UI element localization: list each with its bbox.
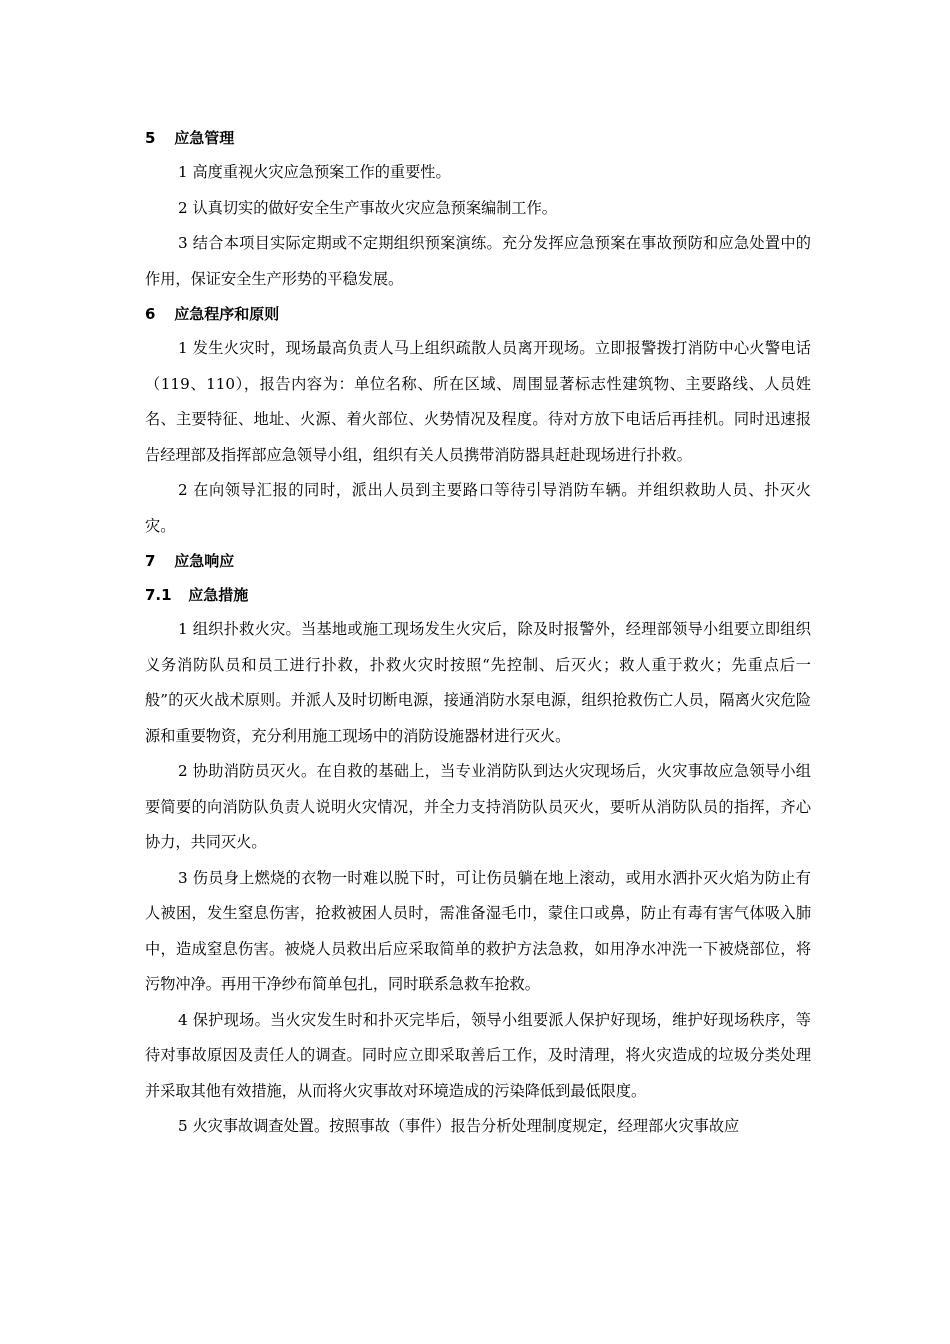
section-title: 应急程序和原则 bbox=[174, 305, 280, 323]
document-page bbox=[145, 121, 811, 1145]
section-heading-5 bbox=[145, 121, 811, 155]
paragraph: 1 高度重视火灾应急预案工作的重要性。 bbox=[178, 163, 451, 181]
paragraph: 5 火灾事故调查处置。按照事故（事件）报告分析处理制度规定，经理部火灾事故应 bbox=[178, 1117, 740, 1135]
paragraph: 4 保护现场。当火灾发生时和扑灭完毕后，领导小组要派人保护好现场，维护好现场秩序，等待对事故原因及责任人的调查。同时应立即采取善后工作，及时清理，将火灾造成的垃圾分类处理并采取其他有效措施，从而将火灾事故对环境造成的污染降低到最低限度。 bbox=[145, 1010, 811, 1100]
paragraph: 3 伤员身上燃烧的衣物一时难以脱下时，可让伤员躺在地上滚动，或用水洒扑灭火焰为防止有人被困，发生窒息伤害，抢救被困人员时，需准备湿毛巾，蒙住口或鼻，防止有毒有害气体吸入肺中，造成窒息伤害。被烧人员救出后应采取简单的救护方法急救，如用净水冲洗一下被烧部位，将污物冲净。再用干净纱布简单包扎，同时联系急救车抢救。 bbox=[145, 868, 811, 993]
section-heading-7 bbox=[145, 544, 811, 578]
section-heading-6 bbox=[145, 297, 811, 331]
section-title: 应急管理 bbox=[174, 129, 235, 147]
paragraph: 1 组织扑救火灾。当基地或施工现场发生火灾后，除及时报警外，经理部领导小组要立即组织义务消防队员和员工进行扑救，扑救火灾时按照“先控制、后灭火；救人重于救火；先重点后一般”的灭火战术原则。并派人及时切断电源，接通消防水泵电源，组织抢救伤亡人员，隔离火灾危险源和重要物资，充分利用施工现场中的消防设施器材进行灭火。 bbox=[145, 620, 811, 745]
paragraph: 3 结合本项目实际定期或不定期组织预案演练。充分发挥应急预案在事故预防和应急处置中的作用，保证安全生产形势的平稳发展。 bbox=[145, 234, 811, 288]
section-number: 6 bbox=[145, 305, 156, 323]
section-title: 应急措施 bbox=[188, 586, 249, 604]
paragraph: 2 认真切实的做好安全生产事故火灾应急预案编制工作。 bbox=[178, 198, 557, 217]
paragraph: 1 发生火灾时，现场最高负责人马上组织疏散人员离开现场。立即报警拨打消防中心火警电话（119、110），报告内容为：单位名称、所在区域、周围显著标志性建筑物、主要路线、人员姓名、主要特征、地址、火源、着火部位、火势情况及程度。待对方放下电话后再挂机。同时迅速报告经理部及指挥部应急领导小组，组织有关人员携带消防器具赶赴现场进行扑救。 bbox=[145, 339, 811, 464]
section-number: 5 bbox=[145, 129, 156, 147]
section-heading-7-1 bbox=[145, 578, 811, 612]
section-number: 7 bbox=[145, 552, 156, 570]
section-title: 应急响应 bbox=[174, 552, 235, 570]
section-number: 7.1 bbox=[145, 586, 172, 604]
paragraph: 2 协助消防员灭火。在自救的基础上，当专业消防队到达火灾现场后，火灾事故应急领导小组要简要的向消防队负责人说明火灾情况，并全力支持消防队员灭火，要听从消防队员的指挥，齐心协力，共同灭火。 bbox=[145, 762, 811, 851]
paragraph: 2 在向领导汇报的同时，派出人员到主要路口等待引导消防车辆。并组织救助人员、扑灭火灾。 bbox=[145, 481, 811, 535]
